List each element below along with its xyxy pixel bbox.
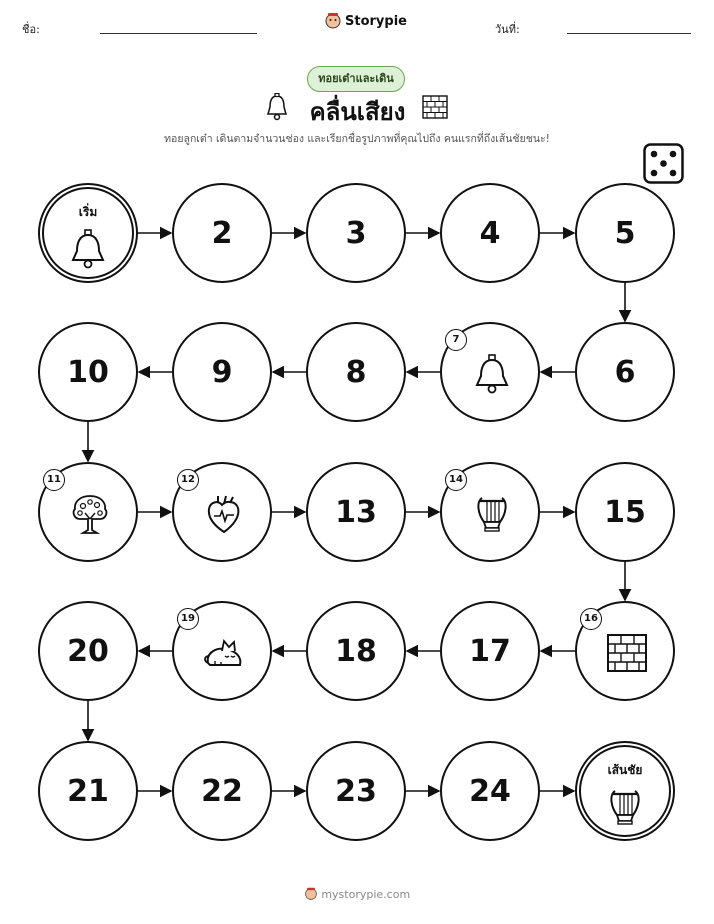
board-space-16: [575, 601, 675, 701]
space-number: 2: [211, 215, 233, 251]
board-space-14: [440, 462, 540, 562]
board-space-9: [172, 322, 272, 422]
board-space-5: [575, 183, 675, 283]
space-number: 24: [469, 773, 511, 809]
date-label: วันที่:: [495, 23, 520, 36]
page-title: คลื่นเสียง: [309, 98, 406, 126]
space-number-badge: 19: [177, 608, 199, 630]
name-label: ชื่อ:: [22, 23, 40, 36]
space-number: 8: [345, 354, 367, 390]
start-label: เริ่ม: [78, 205, 98, 219]
brand-name: Storypie: [345, 13, 407, 29]
space-number: 18: [335, 633, 377, 669]
bell-icon: [470, 352, 514, 396]
lyre-icon: [470, 492, 514, 536]
space-number: 5: [614, 215, 636, 251]
brick-wall-icon: [605, 631, 649, 675]
space-number: 21: [67, 773, 109, 809]
space-number-badge: 16: [580, 608, 602, 630]
footer-site: mystorypie.com: [321, 888, 411, 901]
board-space-10: [38, 322, 138, 422]
space-number: 9: [211, 354, 233, 390]
instructions: ทอยลูกเต๋า เดินตามจำนวนช่อง และเรียกชื่อรูปภาพที่คุณไปถึง คนแรกที่ถึงเส้นชัยชนะ!: [164, 133, 550, 145]
space-number-badge: 14: [445, 469, 467, 491]
board-space-21: [38, 741, 138, 841]
space-number: 3: [345, 215, 367, 251]
space-number: 22: [201, 773, 243, 809]
lyre-icon: [603, 785, 647, 829]
sleeping-cat-icon: [202, 631, 246, 675]
space-number: 17: [469, 633, 511, 669]
board-space-20: [38, 601, 138, 701]
board-space-23: [306, 741, 406, 841]
space-number: 4: [479, 215, 501, 251]
board-space-6: [575, 322, 675, 422]
bell-icon: [66, 227, 110, 271]
space-number-badge: 12: [177, 469, 199, 491]
board-space-19: [172, 601, 272, 701]
board-space-8: [306, 322, 406, 422]
heart-icon: [202, 492, 246, 536]
space-number: 15: [604, 494, 646, 530]
board-space-2: [172, 183, 272, 283]
space-number: 13: [335, 494, 377, 530]
space-number: 6: [614, 354, 636, 390]
space-number: 23: [335, 773, 377, 809]
space-number: 20: [67, 633, 109, 669]
footer: [0, 887, 714, 901]
board-space-4: [440, 183, 540, 283]
board-space-24: [440, 741, 540, 841]
board-space-18: [306, 601, 406, 701]
board-space-3: [306, 183, 406, 283]
board-space-11: [38, 462, 138, 562]
space-number: 10: [67, 354, 109, 390]
tree-icon: [68, 492, 112, 536]
board-space-12: [172, 462, 272, 562]
finish-space: [575, 741, 675, 841]
space-number-badge: 7: [445, 329, 467, 351]
storypie-mascot-icon: [304, 887, 318, 901]
board-space-13: [306, 462, 406, 562]
board-space-7: [440, 322, 540, 422]
board-space-15: [575, 462, 675, 562]
board-space-22: [172, 741, 272, 841]
board-space-17: [440, 601, 540, 701]
game-type-pill: ทอยเต๋าและเดิน: [307, 66, 405, 92]
space-number-badge: 11: [43, 469, 65, 491]
finish-label: เส้นชัย: [607, 763, 643, 777]
start-space: [38, 183, 138, 283]
